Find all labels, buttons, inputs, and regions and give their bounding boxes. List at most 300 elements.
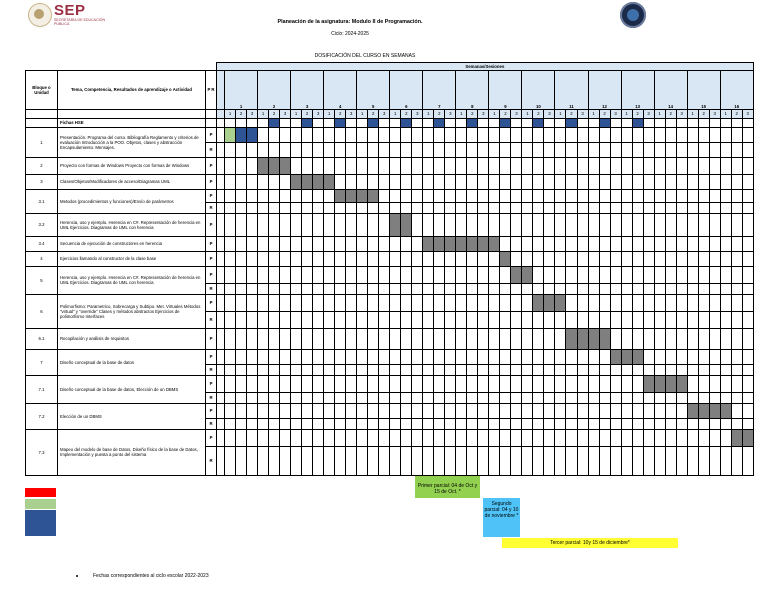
- pr-cell: R: [206, 142, 217, 157]
- session-cell: [544, 349, 555, 364]
- session-cell: [335, 328, 346, 349]
- session-cell: [698, 294, 709, 311]
- session-cell: [313, 236, 324, 251]
- session-cell: [313, 142, 324, 157]
- session-cell: [588, 418, 599, 429]
- session-cell: [434, 127, 445, 142]
- session-cell: [401, 349, 412, 364]
- session-cell: [478, 118, 489, 127]
- session-cell: [566, 375, 577, 392]
- session-cell: [500, 311, 511, 328]
- session-cell: [742, 236, 753, 251]
- session-cell: [544, 127, 555, 142]
- session-cell: [423, 266, 434, 283]
- session-cell: [478, 392, 489, 403]
- session-cell: [588, 157, 599, 174]
- session-cell: [577, 375, 588, 392]
- session-cell: [511, 403, 522, 418]
- session-cell: [555, 118, 566, 127]
- session-cell: [577, 266, 588, 283]
- session-cell: [445, 174, 456, 189]
- dosificacion-heading: DOSIFICACIÓN DEL CURSO EN SEMANAS: [314, 53, 416, 59]
- session-cell: [412, 392, 423, 403]
- session-cell: [544, 202, 555, 213]
- session-cell: [742, 392, 753, 403]
- session-cell: [632, 157, 643, 174]
- session-cell: [456, 418, 467, 429]
- session-cell: [533, 328, 544, 349]
- session-cell: [335, 446, 346, 475]
- session-cell: [489, 266, 500, 283]
- session-cell: [742, 446, 753, 475]
- session-cell: [522, 213, 533, 236]
- session-cell: [324, 403, 335, 418]
- session-cell: [544, 429, 555, 446]
- session-cell: [346, 311, 357, 328]
- session-cell: [522, 429, 533, 446]
- session-cell: [236, 418, 247, 429]
- session-cell: [247, 392, 258, 403]
- session-cell: [698, 328, 709, 349]
- session-cell: [313, 118, 324, 127]
- session-cell: [522, 349, 533, 364]
- session-cell: [357, 418, 368, 429]
- session-cell: [698, 127, 709, 142]
- session-cell: [269, 328, 280, 349]
- tercer-parcial-note: Tercer parcial: 10y 15 de diciembre*: [502, 538, 678, 548]
- session-cell: [346, 213, 357, 236]
- session-cell: [291, 403, 302, 418]
- session-cell: [478, 142, 489, 157]
- session-cell: [522, 236, 533, 251]
- session-cell: [698, 283, 709, 294]
- session-cell: [709, 213, 720, 236]
- session-number: 2: [467, 109, 478, 118]
- session-cell: [643, 364, 654, 375]
- pr-cell: P: [206, 174, 217, 189]
- bloque-cell: 3.4: [26, 236, 58, 251]
- session-cell: [720, 294, 731, 311]
- session-cell: [280, 118, 291, 127]
- session-cell: [313, 446, 324, 475]
- session-number: 3: [643, 109, 654, 118]
- session-cell: [423, 349, 434, 364]
- session-cell: [654, 283, 665, 294]
- session-cell: [621, 311, 632, 328]
- session-cell: [258, 283, 269, 294]
- session-cell: [445, 311, 456, 328]
- session-cell: [236, 375, 247, 392]
- session-number: 1: [357, 109, 368, 118]
- session-cell: [742, 328, 753, 349]
- session-cell: [379, 403, 390, 418]
- session-cell: [577, 174, 588, 189]
- session-cell: [489, 311, 500, 328]
- session-cell: [544, 213, 555, 236]
- session-cell: [676, 142, 687, 157]
- session-cell: [489, 392, 500, 403]
- session-cell: [742, 213, 753, 236]
- sep-logo: [28, 3, 138, 27]
- session-cell: [357, 213, 368, 236]
- session-cell: [588, 294, 599, 311]
- session-cell: [654, 364, 665, 375]
- session-cell: [533, 364, 544, 375]
- session-cell: [687, 364, 698, 375]
- session-cell: [676, 174, 687, 189]
- session-cell: [412, 118, 423, 127]
- session-cell: [335, 418, 346, 429]
- tema-cell: Diseño conceptual de la base de datos: [58, 349, 206, 375]
- session-cell: [456, 392, 467, 403]
- session-cell: [236, 283, 247, 294]
- session-cell: [555, 202, 566, 213]
- session-cell: [500, 294, 511, 311]
- session-cell: [544, 311, 555, 328]
- session-cell: [566, 364, 577, 375]
- session-cell: [335, 174, 346, 189]
- session-cell: [687, 418, 698, 429]
- session-cell: [390, 328, 401, 349]
- session-cell: [324, 266, 335, 283]
- session-cell: [742, 349, 753, 364]
- session-cell: [709, 311, 720, 328]
- session-cell: [324, 157, 335, 174]
- session-cell: [489, 127, 500, 142]
- session-cell: [269, 294, 280, 311]
- session-cell: [731, 283, 742, 294]
- session-cell: [566, 266, 577, 283]
- session-cell: [434, 294, 445, 311]
- session-cell: [577, 364, 588, 375]
- session-cell: [225, 266, 236, 283]
- session-cell: [291, 202, 302, 213]
- session-cell: [632, 127, 643, 142]
- session-cell: [555, 213, 566, 236]
- session-cell: [742, 311, 753, 328]
- session-cell: [566, 403, 577, 418]
- session-cell: [313, 127, 324, 142]
- session-number: 1: [291, 109, 302, 118]
- session-cell: [357, 118, 368, 127]
- session-cell: [467, 446, 478, 475]
- session-cell: [445, 418, 456, 429]
- session-cell: [687, 118, 698, 127]
- session-cell: [302, 418, 313, 429]
- session-cell: [357, 127, 368, 142]
- session-cell: [269, 127, 280, 142]
- session-number: 3: [610, 109, 621, 118]
- pr-cell: R: [206, 446, 217, 475]
- session-cell: [324, 142, 335, 157]
- session-cell: [522, 127, 533, 142]
- session-cell: [544, 174, 555, 189]
- session-cell: [577, 429, 588, 446]
- session-cell: [610, 157, 621, 174]
- session-cell: [687, 403, 698, 418]
- session-cell: [621, 157, 632, 174]
- session-cell: [500, 392, 511, 403]
- session-cell: [731, 236, 742, 251]
- session-cell: [258, 118, 269, 127]
- session-cell: [335, 157, 346, 174]
- session-cell: [599, 283, 610, 294]
- session-cell: [335, 283, 346, 294]
- session-cell: [456, 236, 467, 251]
- session-cell: [588, 429, 599, 446]
- session-cell: [621, 403, 632, 418]
- session-cell: [599, 236, 610, 251]
- session-cell: [280, 127, 291, 142]
- session-cell: [247, 429, 258, 446]
- session-cell: [478, 418, 489, 429]
- session-cell: [357, 446, 368, 475]
- session-cell: [412, 375, 423, 392]
- session-cell: [379, 446, 390, 475]
- pr-cell: P: [206, 328, 217, 349]
- session-cell: [401, 375, 412, 392]
- session-cell: [709, 418, 720, 429]
- session-cell: [280, 446, 291, 475]
- session-cell: [258, 418, 269, 429]
- session-cell: [698, 349, 709, 364]
- session-cell: [434, 118, 445, 127]
- session-cell: [709, 142, 720, 157]
- session-cell: [654, 328, 665, 349]
- session-cell: [489, 236, 500, 251]
- session-cell: [258, 328, 269, 349]
- session-cell: [632, 283, 643, 294]
- session-cell: [511, 189, 522, 202]
- session-cell: [522, 311, 533, 328]
- session-cell: [291, 364, 302, 375]
- session-cell: [731, 266, 742, 283]
- session-cell: [302, 364, 313, 375]
- session-number: 2: [665, 109, 676, 118]
- session-cell: [588, 174, 599, 189]
- session-cell: [291, 236, 302, 251]
- session-cell: [676, 294, 687, 311]
- session-cell: [676, 429, 687, 446]
- session-cell: [544, 283, 555, 294]
- session-cell: [390, 311, 401, 328]
- session-cell: [258, 157, 269, 174]
- session-cell: [676, 403, 687, 418]
- session-cell: [423, 364, 434, 375]
- session-cell: [588, 142, 599, 157]
- bloque-cell: 6.1: [26, 328, 58, 349]
- pr-cell: P: [206, 403, 217, 418]
- session-cell: [313, 283, 324, 294]
- session-cell: [522, 251, 533, 266]
- session-cell: [533, 213, 544, 236]
- session-cell: [709, 429, 720, 446]
- bloque-cell: 7.1: [26, 375, 58, 403]
- session-cell: [588, 328, 599, 349]
- pr-cell: R: [206, 418, 217, 429]
- session-cell: [401, 328, 412, 349]
- session-cell: [225, 251, 236, 266]
- session-cell: [467, 328, 478, 349]
- semanas-header: Semanas/Sesiones: [217, 63, 754, 71]
- session-cell: [478, 213, 489, 236]
- session-cell: [225, 142, 236, 157]
- session-number: 2: [302, 109, 313, 118]
- session-cell: [511, 213, 522, 236]
- session-cell: [599, 251, 610, 266]
- session-cell: [500, 118, 511, 127]
- tema-cell: Metodos (procedimientos y funciones)/Envío de parámetros: [58, 189, 206, 213]
- col-pr-header: P R: [206, 70, 217, 109]
- session-cell: [401, 294, 412, 311]
- session-cell: [379, 189, 390, 202]
- session-cell: [610, 142, 621, 157]
- session-cell: [291, 311, 302, 328]
- session-cell: [555, 429, 566, 446]
- session-cell: [555, 375, 566, 392]
- session-cell: [687, 142, 698, 157]
- session-cell: [731, 429, 742, 446]
- session-cell: [643, 375, 654, 392]
- session-cell: [500, 418, 511, 429]
- session-cell: [555, 403, 566, 418]
- session-cell: [665, 364, 676, 375]
- week-number: 7: [423, 70, 456, 109]
- session-cell: [456, 364, 467, 375]
- session-cell: [247, 375, 258, 392]
- session-cell: [709, 328, 720, 349]
- session-cell: [588, 213, 599, 236]
- session-cell: [456, 127, 467, 142]
- session-cell: [533, 392, 544, 403]
- session-cell: [225, 294, 236, 311]
- session-cell: [709, 266, 720, 283]
- session-cell: [632, 446, 643, 475]
- session-cell: [335, 213, 346, 236]
- session-cell: [412, 251, 423, 266]
- pr-cell: P: [206, 266, 217, 283]
- session-cell: [258, 213, 269, 236]
- session-cell: [390, 127, 401, 142]
- session-number: 2: [236, 109, 247, 118]
- session-cell: [346, 294, 357, 311]
- session-cell: [621, 189, 632, 202]
- session-cell: [225, 429, 236, 446]
- session-cell: [489, 364, 500, 375]
- session-cell: [654, 174, 665, 189]
- session-cell: [269, 266, 280, 283]
- session-cell: [698, 446, 709, 475]
- session-cell: [456, 174, 467, 189]
- session-cell: [302, 311, 313, 328]
- session-cell: [401, 283, 412, 294]
- session-cell: [247, 349, 258, 364]
- session-cell: [379, 283, 390, 294]
- session-cell: [742, 118, 753, 127]
- session-cell: [324, 364, 335, 375]
- session-cell: [258, 127, 269, 142]
- session-cell: [412, 213, 423, 236]
- session-cell: [687, 328, 698, 349]
- tema-cell: Herencia, uso y ejemplo. Herencia en C#. Representación de herencia en UML Ejercicios. Diagramas de UML con herencia: [58, 266, 206, 294]
- session-cell: [632, 418, 643, 429]
- session-number: 2: [599, 109, 610, 118]
- session-cell: [555, 283, 566, 294]
- session-cell: [324, 189, 335, 202]
- session-cell: [500, 251, 511, 266]
- session-cell: [434, 202, 445, 213]
- session-cell: [489, 251, 500, 266]
- session-cell: [500, 375, 511, 392]
- session-cell: [643, 403, 654, 418]
- session-cell: [236, 311, 247, 328]
- session-cell: [720, 283, 731, 294]
- session-cell: [434, 349, 445, 364]
- session-cell: [478, 403, 489, 418]
- session-cell: [687, 266, 698, 283]
- session-cell: [291, 375, 302, 392]
- session-cell: [489, 174, 500, 189]
- session-cell: [632, 142, 643, 157]
- session-cell: [280, 213, 291, 236]
- session-cell: [445, 349, 456, 364]
- session-cell: [687, 174, 698, 189]
- session-cell: [412, 311, 423, 328]
- session-cell: [368, 251, 379, 266]
- session-cell: [423, 392, 434, 403]
- legend-swatch-red: [25, 488, 56, 497]
- session-cell: [225, 118, 236, 127]
- session-cell: [511, 202, 522, 213]
- session-cell: [511, 392, 522, 403]
- session-cell: [599, 294, 610, 311]
- session-cell: [456, 328, 467, 349]
- session-cell: [654, 157, 665, 174]
- session-cell: [258, 142, 269, 157]
- session-cell: [346, 328, 357, 349]
- session-number: 3: [313, 109, 324, 118]
- session-cell: [401, 251, 412, 266]
- session-cell: [533, 202, 544, 213]
- session-cell: [588, 349, 599, 364]
- pr-cell: P: [206, 375, 217, 392]
- session-cell: [401, 189, 412, 202]
- session-cell: [522, 283, 533, 294]
- session-cell: [621, 328, 632, 349]
- session-cell: [522, 266, 533, 283]
- session-number: 3: [742, 109, 753, 118]
- session-cell: [379, 202, 390, 213]
- session-cell: [500, 127, 511, 142]
- session-cell: [676, 328, 687, 349]
- session-cell: [357, 429, 368, 446]
- week-number: 12: [588, 70, 621, 109]
- session-cell: [709, 364, 720, 375]
- session-cell: [709, 283, 720, 294]
- session-number: 3: [379, 109, 390, 118]
- session-cell: [500, 266, 511, 283]
- session-cell: [478, 127, 489, 142]
- session-cell: [555, 266, 566, 283]
- session-cell: [599, 311, 610, 328]
- session-cell: [390, 418, 401, 429]
- footer-note: Fechas correspondientes al ciclo escolar 2022-2023: [93, 573, 209, 579]
- session-cell: [280, 375, 291, 392]
- session-cell: [533, 418, 544, 429]
- session-cell: [247, 118, 258, 127]
- session-cell: [588, 311, 599, 328]
- session-cell: [698, 392, 709, 403]
